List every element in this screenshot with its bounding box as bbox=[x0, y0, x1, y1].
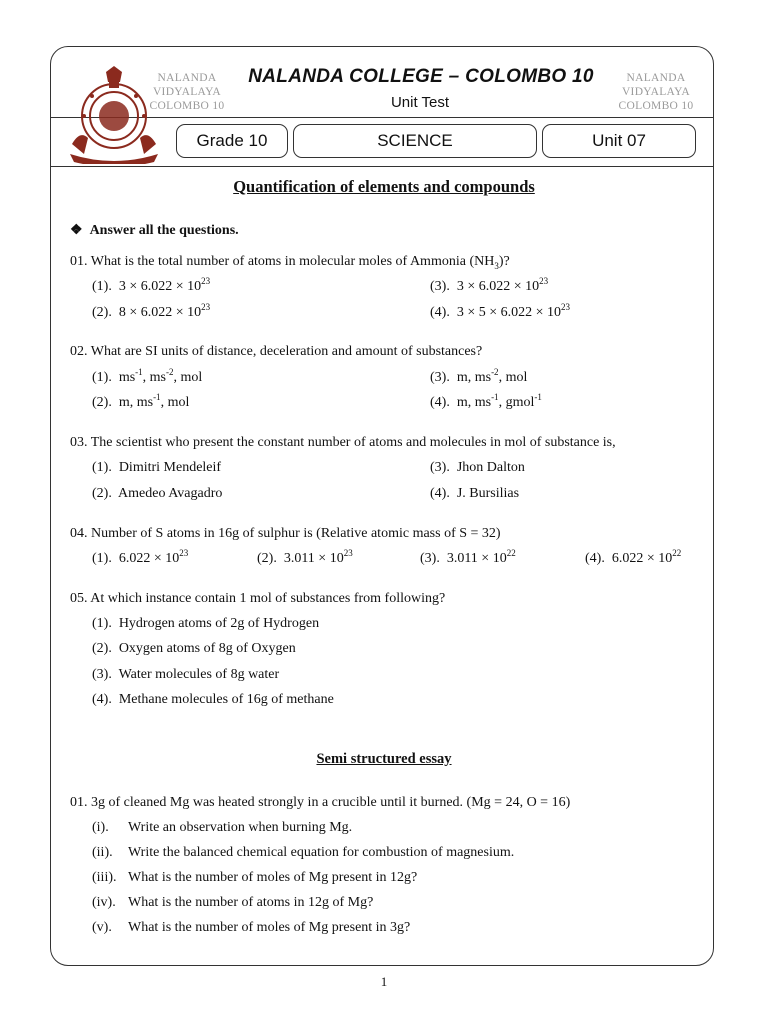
part-text: Write the balanced chemical equation for combustion of magnesium. bbox=[128, 845, 515, 860]
part-label: (ii). bbox=[92, 845, 113, 860]
question-3: 03. The scientist who present the constant number of atoms and molecules in mol of substance is, bbox=[70, 435, 616, 450]
option: (3). $3.011 \times 10^{22}$ bbox=[420, 548, 516, 566]
question-1: 01. What is the total number of atoms in molecular moles of Ammonia $(NH_3)$? bbox=[70, 254, 510, 271]
unit-box: Unit 07 bbox=[542, 124, 696, 158]
watermark-left: NALANDA VIDYALAYA COLOMBO 10 bbox=[149, 72, 225, 112]
part-text: Write an observation when burning Mg. bbox=[128, 820, 353, 835]
option: (1). $3 \times 6.022 \times 10^{23}$ bbox=[92, 276, 211, 294]
option: (2). $3.011 \times 10^{23}$ bbox=[257, 548, 353, 566]
option: (4). Methane molecules of 16g of methane bbox=[92, 692, 334, 707]
diamond-bullet-icon: ❖ bbox=[70, 223, 83, 238]
header-divider-bottom bbox=[51, 166, 713, 167]
instruction: ❖ Answer all the questions. bbox=[70, 223, 239, 238]
part-text: What is the number of atoms in 12g of Mg? bbox=[128, 895, 374, 910]
part-label: (v). bbox=[92, 920, 112, 935]
question-5: 05. At which instance contain 1 mol of substances from following? bbox=[70, 591, 446, 606]
option: (2). Oxygen atoms of 8g of Oxygen bbox=[92, 641, 296, 656]
page-number: 1 bbox=[380, 974, 388, 989]
part-text: What is the number of moles of Mg present in 3g? bbox=[128, 920, 411, 935]
option: (4). $6.022 \times 10^{22}$ bbox=[585, 548, 682, 566]
grade-box: Grade 10 bbox=[176, 124, 288, 158]
option: (1). $6.022 \times 10^{23}$ bbox=[92, 548, 189, 566]
part-label: (iii). bbox=[92, 870, 117, 885]
question-4: 04. Number of S atoms in 16g of sulphur is (Relative atomic mass of S = 32) bbox=[70, 526, 501, 541]
option: (4). J. Bursilias bbox=[430, 486, 520, 501]
question-2: 02. What are SI units of distance, deceleration and amount of substances? bbox=[70, 344, 483, 359]
part-text: What is the number of moles of Mg present in 12g? bbox=[128, 870, 418, 885]
option: (3). m, $ms^{-2}$, mol bbox=[430, 367, 528, 385]
option: (2). m, $ms^{-1}$, mol bbox=[92, 392, 190, 410]
part-label: (i). bbox=[92, 820, 109, 835]
test-type: Unit Test bbox=[390, 94, 450, 111]
option: (3). Water molecules of 8g water bbox=[92, 667, 280, 682]
part-label: (iv). bbox=[92, 895, 116, 910]
section-heading: Semi structured essay bbox=[316, 751, 452, 767]
page-title: Quantification of elements and compounds bbox=[233, 177, 535, 196]
option: (2). Amedeo Avagadro bbox=[92, 486, 223, 501]
option: (3). Jhon Dalton bbox=[430, 460, 525, 475]
option: (4). m, $ms^{-1}$, gmol$^{-1}$ bbox=[430, 392, 542, 410]
option: (4). $3 \times 5 \times 6.022 \times 10^{23}$ bbox=[430, 302, 571, 320]
college-name: NALANDA COLLEGE – COLOMBO 10 bbox=[248, 66, 594, 87]
option: (1). $ms^{-1}$, $ms^{-2}$, mol bbox=[92, 367, 203, 385]
option: (1). Dimitri Mendeleif bbox=[92, 460, 222, 475]
subject-box: SCIENCE bbox=[293, 124, 537, 158]
option: (1). Hydrogen atoms of 2g of Hydrogen bbox=[92, 616, 320, 631]
watermark-right: NALANDA VIDYALAYA COLOMBO 10 bbox=[618, 72, 694, 112]
essay-question-1: 01. 3g of cleaned Mg was heated strongly in a crucible until it burned. (Mg = 24, O = 16) bbox=[70, 795, 571, 810]
option: (2). $8 \times 6.022 \times 10^{23}$ bbox=[92, 302, 211, 320]
option: (3). $3 \times 6.022 \times 10^{23}$ bbox=[430, 276, 549, 294]
